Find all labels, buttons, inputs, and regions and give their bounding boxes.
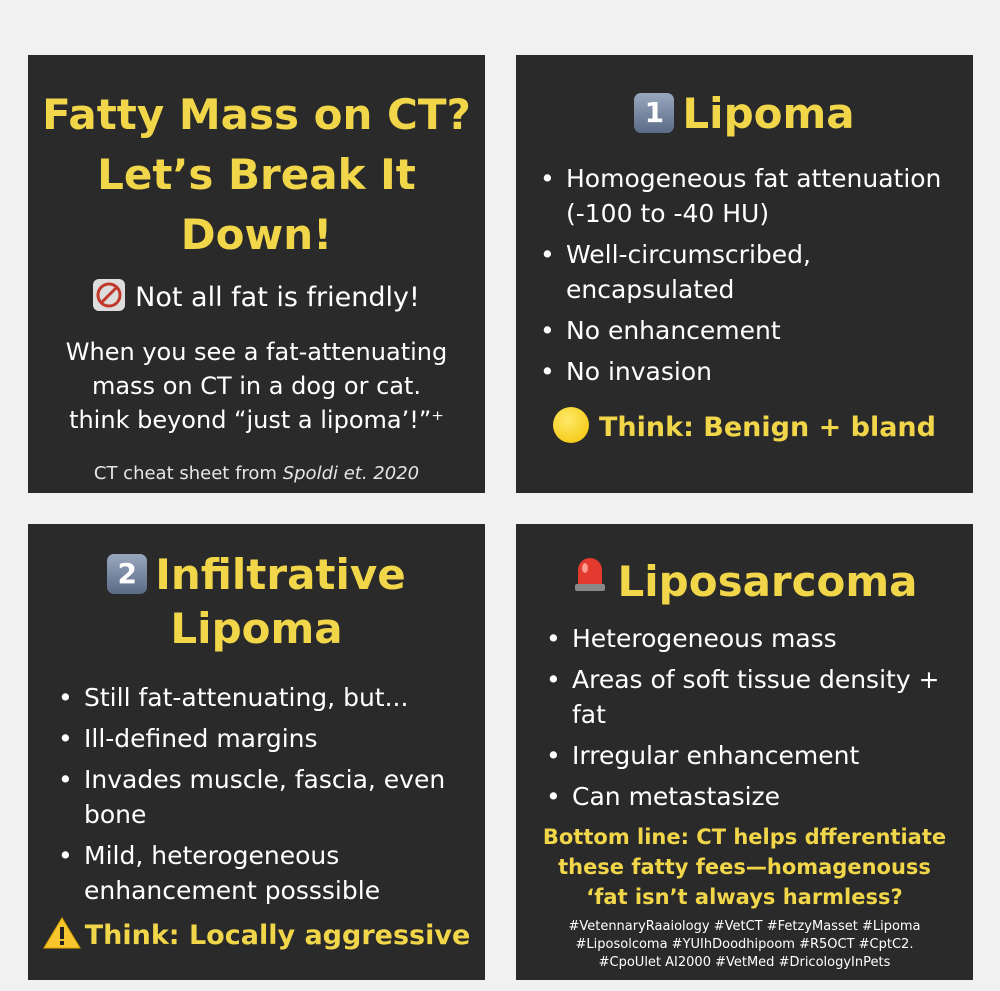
intro-source: CT cheat sheet from Spoldi et. 2020 [93, 463, 420, 484]
list-item: • Invades muscle, fascia, even bone [58, 762, 471, 832]
intro-tagline: Not all fat is friendly! [135, 282, 420, 313]
lipoma-title-row [516, 89, 973, 139]
list-item: • Ill-defined margins [58, 721, 471, 756]
intro-title: Fatty Mass on CT? Let’s Break It Down! [42, 90, 471, 259]
number-one-icon: 1 [634, 93, 674, 133]
list-item: • No enhancement [540, 313, 959, 348]
number-two-icon: 2 [107, 554, 147, 594]
infiltrative-bullets [58, 680, 471, 908]
lipoma-bullets [540, 161, 959, 389]
liposarcoma-card [516, 524, 973, 980]
list-item: • Well-circumscribed, encapsulated [540, 237, 959, 307]
list-item: • Homogeneous fat attenuation (-100 to -40 HU) [540, 161, 959, 231]
yellow-circle-icon [553, 407, 589, 443]
lipoma-card [516, 55, 973, 493]
liposarcoma-title: Liposarcoma [617, 557, 918, 606]
warning-sign-icon [93, 279, 125, 311]
list-item: • Irregular enhancement [546, 738, 959, 773]
infiltrative-card [28, 524, 485, 980]
list-item: • Heterogeneous mass [546, 621, 959, 656]
liposarcoma-title-row [516, 552, 973, 607]
list-item: • No invasion [540, 354, 959, 389]
intro-card [28, 55, 485, 493]
list-item: • Still fat-attenuating, but... [58, 680, 471, 715]
list-item: • Areas of soft tissue density + fat [546, 662, 959, 732]
infiltrative-title: 2 Infiltrative Lipoma [28, 548, 485, 656]
bottom-line: Bottom line: CT helps dfferentiate these fatty fees—homagenouss ‘fat isn’t always harmless? [542, 824, 947, 909]
warning-icon [43, 916, 81, 950]
siren-icon [572, 552, 608, 592]
liposarcoma-bullets [546, 621, 959, 814]
lipoma-title: Lipoma [682, 89, 855, 138]
list-item: • Can metastasize [546, 779, 959, 814]
list-item: • Mild, heterogeneous enhancement posssible [58, 838, 471, 908]
infiltrative-think: Think: Locally aggressive [28, 916, 485, 951]
hashtags: #VetennaryRaaiology #VetCT #FetzyMasset #Lipoma #Liposolcoma #YUIhDoodhipoom #R5OCT #CptC2. #CpoUlet AI2000 #VetMed #DricologyInPets [568, 918, 921, 970]
intro-tagline-row [28, 279, 485, 313]
intro-body: When you see a fat-attenuating mass on CT in a dog or cat. think beyond “just a lipoma’!”⁺ [65, 338, 448, 434]
lipoma-think: Think: Benign + bland [516, 407, 973, 443]
